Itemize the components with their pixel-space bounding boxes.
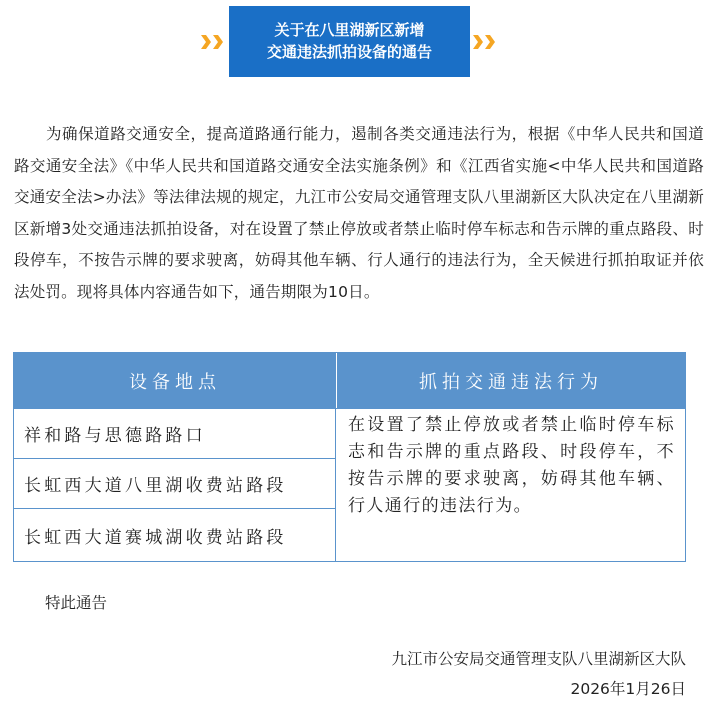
- signer: 九江市公安局交通管理支队八里湖新区大队: [391, 650, 686, 668]
- title-line-2: 交通违法抓拍设备的通告: [266, 43, 432, 61]
- header-behavior: 抓拍交通违法行为: [419, 371, 603, 393]
- table-cell-behavior: 在设置了禁止停放或者禁止临时停车标志和告示牌的重点路段、时段停车，不按告示牌的要求驶离，妨碍其他车辆、行人通行的违法行为。: [336, 408, 685, 561]
- intro-paragraph: 为确保道路交通安全，提高道路通行能力，遏制各类交通违法行为，根据《中华人民共和国道路交通安全法》《中华人民共和国道路交通安全法实施条例》和《江西省实施<中华人民共和国道路交通安全法>办法》等法律法规的规定，九江市公安局交通管理支队八里湖新区大队决定在八里湖新区新增3处交通违法抓拍设备，对在设置了禁止停放或者禁止临时停车标志和告示牌的重点路段、时段停车，不按告示牌的要求驶离，妨碍其他车辆、行人通行的违法行为，全天候进行抓拍取证并依法处罚。现将具体内容通告如下，通告期限为10日。: [14, 125, 704, 301]
- page-title: [229, 6, 470, 77]
- device-table: [13, 352, 686, 562]
- chevrons-right-icon: [472, 34, 496, 50]
- table-cell-location: 长虹西大道赛城湖收费站路段: [14, 508, 336, 561]
- table-cell-location: 祥和路与思德路路口: [14, 408, 336, 458]
- table-cell-location: 长虹西大道八里湖收费站路段: [14, 458, 336, 508]
- table-header: [14, 353, 685, 408]
- title-line-1: 关于在八里湖新区新增: [274, 21, 425, 39]
- date: 2026年1月26日: [570, 680, 686, 698]
- header-location: 设备地点: [14, 353, 337, 408]
- title-banner: [0, 6, 716, 78]
- chevrons-right-icon: [200, 34, 224, 50]
- closing-text: 特此通告: [45, 594, 108, 612]
